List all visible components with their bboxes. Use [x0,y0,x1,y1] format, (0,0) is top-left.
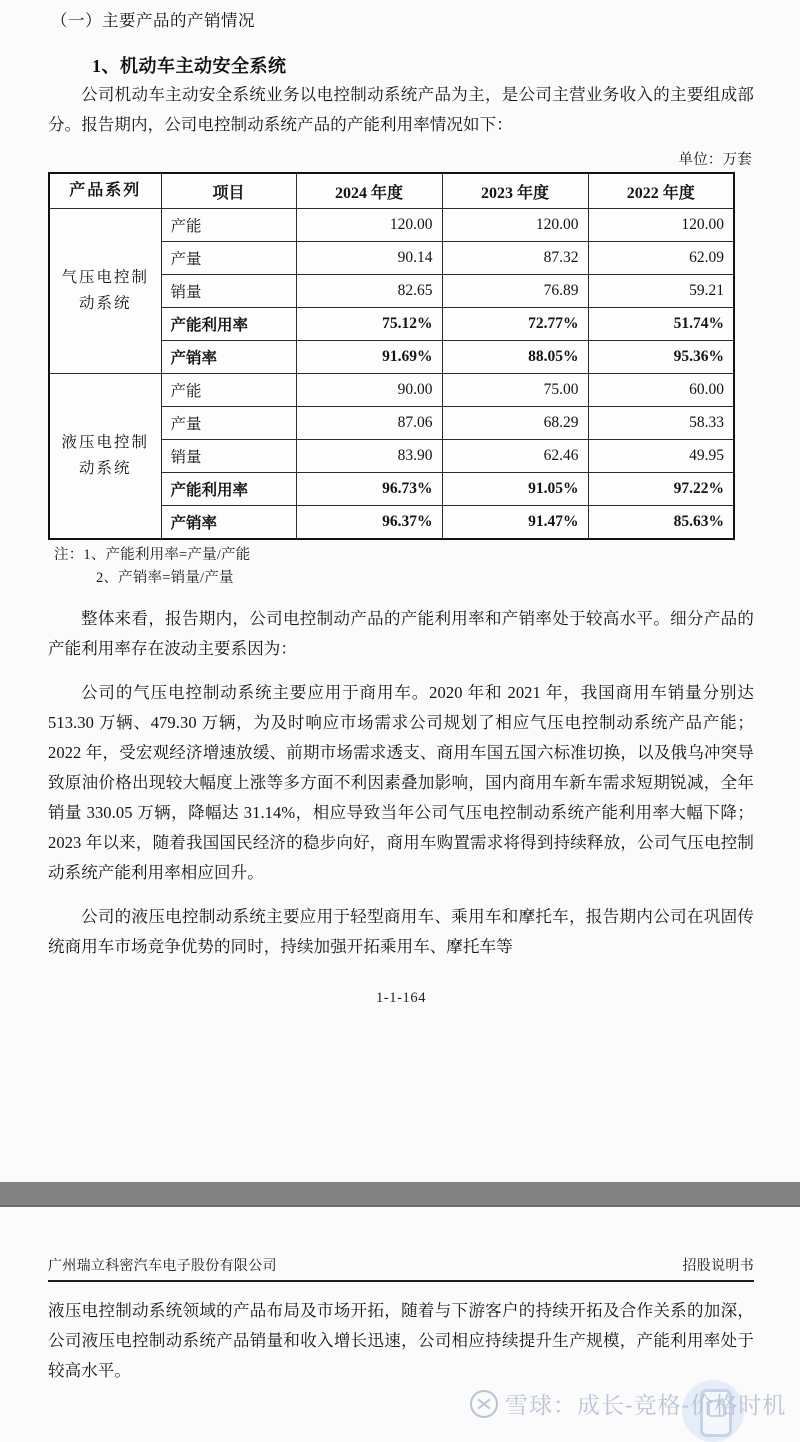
column-header-series: 产品系列 [49,173,161,209]
value-cell-2023: 120.00 [442,209,588,242]
item-cell: 产量 [161,407,296,440]
value-cell-2022: 85.63% [588,506,734,539]
column-header-item: 项目 [161,173,296,209]
header-company-name: 广州瑞立科密汽车电子股份有限公司 [48,1259,277,1274]
table-row [49,374,734,407]
value-cell-2022: 49.95 [588,440,734,473]
value-cell-2024: 120.00 [296,209,442,242]
value-cell-2022: 120.00 [588,209,734,242]
value-cell-2024: 90.14 [296,242,442,275]
value-cell-2022: 62.09 [588,242,734,275]
value-cell-2024: 75.12% [296,308,442,341]
xueqiu-logo-icon [470,1390,498,1418]
value-cell-2023: 87.32 [442,242,588,275]
header-document-type: 招股说明书 [682,1259,754,1274]
value-cell-2022: 97.22% [588,473,734,506]
page-one-content [48,0,754,1007]
value-cell-2024: 82.65 [296,275,442,308]
item-cell: 产量 [161,242,296,275]
item-cell: 产销率 [161,341,296,374]
column-header-2022: 2022 年度 [588,173,734,209]
note-line-2: 2、产销率=销量/产量 [96,569,234,586]
value-cell-2023: 91.05% [442,473,588,506]
paragraph-pneumatic: 公司的气压电控制动系统主要应用于商用车。2020 年和 2021 年，我国商用车销量分别达 513.30 万辆、479.30 万辆，为及时响应市场需求公司规划了相应气压电控制动系统产品产能；2022 年，受宏观经济增速放缓、前期市场需求透支、商用车国五国六标准切换，以及俄乌冲突导致原油价格出现较大幅度上涨等多方面不利因素叠加影响，国内商用车新车需求短期锐减，全年销量 330.05 万辆，降幅达 31.14%，相应导致当年公司气压电控制动系统产能利用率大幅下降；2023 年以来，随着我国国民经济的稳步向好，商用车购置需求将得到持续释放，公司气压电控制动系统产能利用率相应回升。 [48,682,754,882]
value-cell-2023: 72.77% [442,308,588,341]
series-cell-hydraulic: 液压电控制动系统 [49,374,161,539]
item-cell: 产销率 [161,506,296,539]
value-cell-2022: 58.33 [588,407,734,440]
value-cell-2022: 59.21 [588,275,734,308]
sub-heading: 1、机动车主动安全系统 [92,55,287,76]
document-page-two [0,1255,800,1386]
value-cell-2024: 87.06 [296,407,442,440]
watermark-text: 雪球：成长-竞格-价格时机 [505,1392,787,1418]
value-cell-2024: 91.69% [296,341,442,374]
value-cell-2023: 68.29 [442,407,588,440]
value-cell-2023: 91.47% [442,506,588,539]
value-cell-2022: 60.00 [588,374,734,407]
value-cell-2023: 62.46 [442,440,588,473]
item-cell: 产能 [161,209,296,242]
table-head [49,173,734,209]
page-two-running-header [48,1255,754,1282]
section-heading: （一）主要产品的产销情况 [51,12,255,30]
table-notes [48,544,754,590]
value-cell-2022: 51.74% [588,308,734,341]
item-cell: 销量 [161,275,296,308]
page-separator-band [0,1182,800,1207]
table-row [49,209,734,242]
note-line-1: 注：1、产能利用率=产量/产能 [54,546,251,563]
value-cell-2022: 95.36% [588,341,734,374]
value-cell-2023: 75.00 [442,374,588,407]
intro-paragraph: 公司机动车主动安全系统业务以电控制动系统产品为主，是公司主营业务收入的主要组成部分。报告期内，公司电控制动系统产品的产能利用率情况如下： [48,84,754,134]
watermark [470,1387,786,1420]
capacity-utilization-table [48,172,735,540]
value-cell-2024: 96.73% [296,473,442,506]
paragraph-hydraulic: 公司的液压电控制动系统主要应用于轻型商用车、乘用车和摩托车，报告期内公司在巩固传统商用车市场竞争优势的同时，持续加强开拓乘用车、摩托车等 [48,906,754,956]
value-cell-2024: 96.37% [296,506,442,539]
item-cell: 产能利用率 [161,473,296,506]
series-cell-pneumatic: 气压电控制动系统 [49,209,161,374]
table-header-row [49,173,734,209]
column-header-2023: 2023 年度 [442,173,588,209]
value-cell-2024: 90.00 [296,374,442,407]
paragraph-overall: 整体来看，报告期内，公司电控制动产品的产能利用率和产销率处于较高水平。细分产品的产能利用率存在波动主要系因为： [48,608,754,658]
value-cell-2023: 76.89 [442,275,588,308]
table-body [49,209,734,539]
value-cell-2023: 88.05% [442,341,588,374]
page-two-content [48,1255,754,1386]
item-cell: 销量 [161,440,296,473]
column-header-2024: 2024 年度 [296,173,442,209]
paragraph-continued: 液压电控制动系统领域的产品布局及市场开拓，随着与下游客户的持续开拓及合作关系的加深，公司液压电控制动系统产品销量和收入增长迅速，公司相应持续提升生产规模，产能利用率处于较高水平。 [48,1301,754,1380]
item-cell: 产能利用率 [161,308,296,341]
item-cell: 产能 [161,374,296,407]
value-cell-2024: 83.90 [296,440,442,473]
page-number-footer: 1-1-164 [375,989,427,1006]
table-unit-label: 单位：万套 [678,151,752,168]
